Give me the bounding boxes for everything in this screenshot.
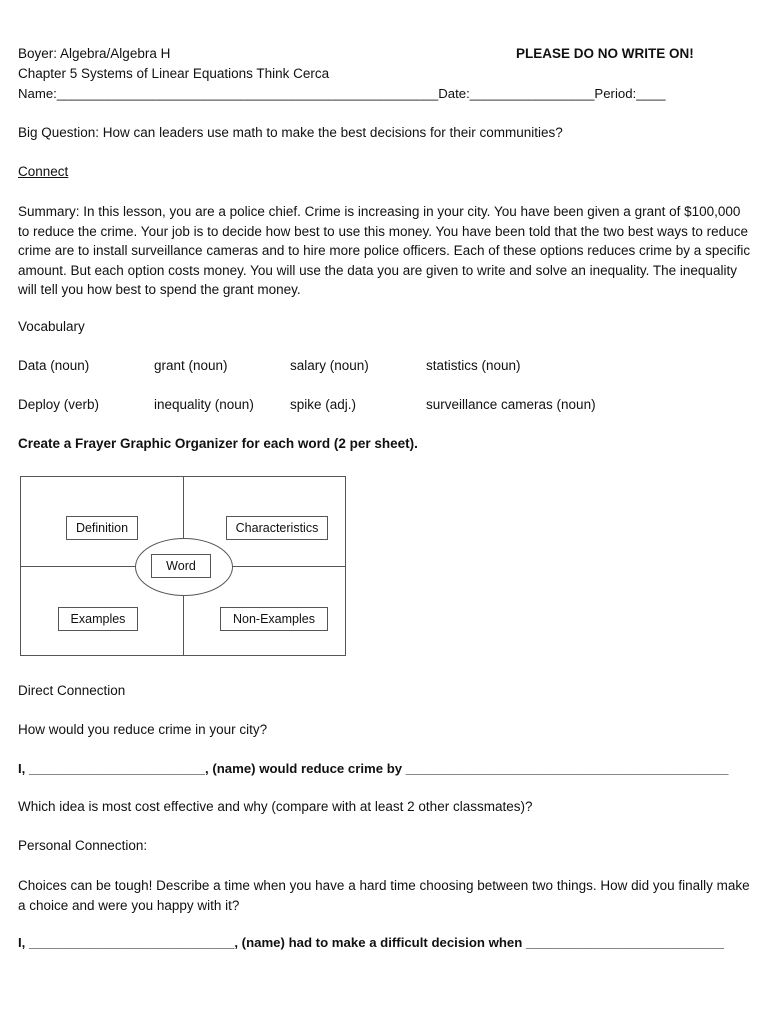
vocab-word: inequality (noun)	[154, 397, 254, 412]
frayer-instruction: Create a Frayer Graphic Organizer for each word (2 per sheet).	[18, 436, 418, 451]
name-date-period-line: Name:____________________________________________________Date:_________________Period:____	[18, 86, 666, 101]
frayer-definition-label: Definition	[66, 516, 138, 540]
frayer-non-examples-label: Non-Examples	[220, 607, 328, 631]
frayer-characteristics-label: Characteristics	[226, 516, 328, 540]
frayer-examples-label: Examples	[58, 607, 138, 631]
cost-effective-question: Which idea is most cost effective and why (compare with at least 2 other classmates)?	[18, 799, 533, 814]
vocabulary-heading: Vocabulary	[18, 319, 85, 334]
vocab-word: Deploy (verb)	[18, 397, 100, 412]
direct-connection-heading: Direct Connection	[18, 683, 126, 698]
connect-heading: Connect	[18, 164, 69, 179]
notice-text: PLEASE DO NO WRITE ON!	[516, 46, 694, 61]
frayer-organizer	[20, 476, 346, 656]
course-title: Boyer: Algebra/Algebra H	[18, 46, 171, 61]
vocab-word: grant (noun)	[154, 358, 228, 373]
summary-paragraph: Summary: In this lesson, you are a police chief. Crime is increasing in your city. You have been given a grant of $100,000 to reduce the crime. Your job is to decide how best to use this money. You have been told that the two best ways to reduce crime are to install surveillance cameras and to hire more police officers. Each of these options reduces crime by a specific amount. But each option costs money. You will use the data you are given to write and solve an inequality. The inequality will tell you how best to spend the grant money.	[18, 204, 751, 297]
frayer-word-label: Word	[151, 554, 211, 578]
personal-connection-sentence: I, ____________________________, (name) had to make a difficult decision when ___________________________	[18, 935, 725, 950]
vocab-word: surveillance cameras (noun)	[426, 397, 596, 412]
direct-connection-question: How would you reduce crime in your city?	[18, 722, 268, 737]
vocab-word: salary (noun)	[290, 358, 369, 373]
vocab-word: spike (adj.)	[290, 397, 357, 412]
chapter-title: Chapter 5 Systems of Linear Equations Think Cerca	[18, 66, 330, 81]
vocab-word: Data (noun)	[18, 358, 90, 373]
big-question: Big Question: How can leaders use math to make the best decisions for their communities?	[18, 125, 563, 140]
personal-connection-prompt: Choices can be tough! Describe a time when you have a hard time choosing between two things. How did you finally make a choice and were you happy with it?	[18, 878, 750, 913]
vocab-word: statistics (noun)	[426, 358, 521, 373]
direct-connection-sentence: I, ________________________, (name) would reduce crime by ____________________________________________	[18, 761, 729, 776]
personal-connection-heading: Personal Connection:	[18, 838, 148, 853]
